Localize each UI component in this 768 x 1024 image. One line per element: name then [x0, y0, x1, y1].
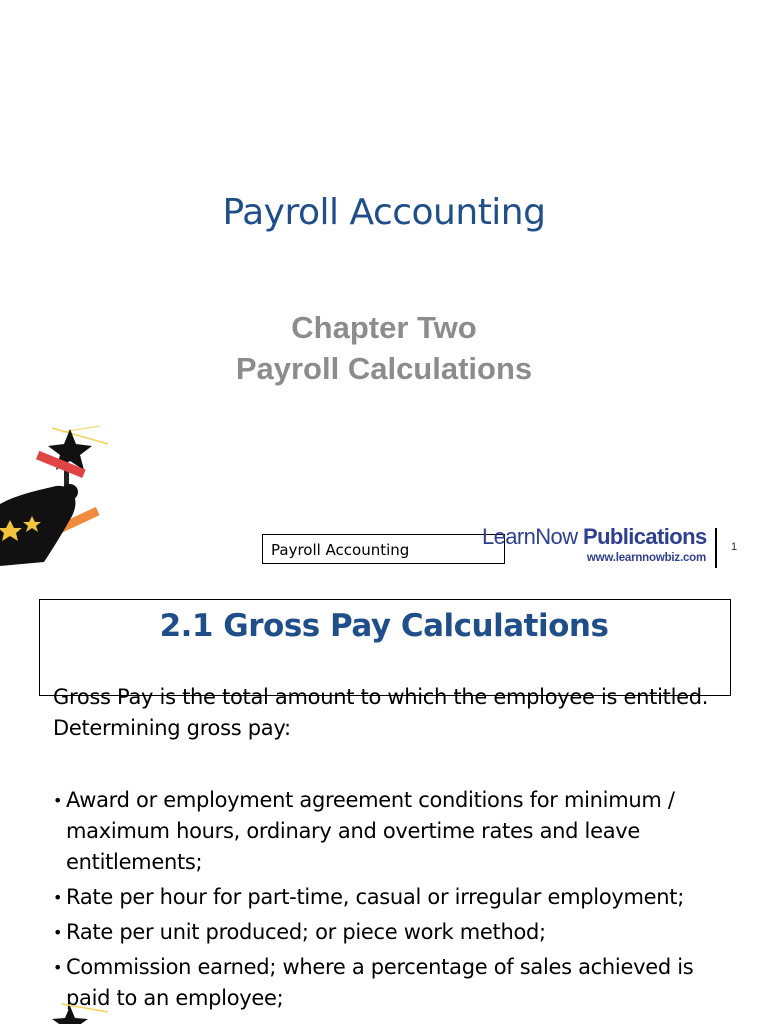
bullet-list	[53, 785, 743, 1018]
presentation-title: Payroll Accounting	[222, 192, 546, 233]
bullet-icon: •	[53, 958, 63, 977]
intro-line-1: Gross Pay is the total amount to which the employee is entitled.	[53, 685, 709, 709]
list-item: • Rate per unit produced; or piece work method;	[53, 917, 743, 948]
content-slide	[0, 580, 768, 1024]
list-item: • Rate per hour for part-time, casual or irregular employment;	[53, 882, 743, 913]
logo-divider	[715, 528, 717, 568]
learnnow-publications-logo	[482, 524, 718, 568]
section-title: 2.1 Gross Pay Calculations	[159, 608, 609, 644]
page-number: 1	[731, 541, 738, 553]
logo-url: www.learnnowbiz.com	[586, 552, 706, 564]
bullet-icon: •	[53, 923, 63, 942]
intro-line-2: Determining gross pay:	[53, 716, 291, 740]
wizard-star-icon	[52, 998, 112, 1024]
bullet-icon: •	[53, 791, 63, 810]
footer-label: Payroll Accounting	[262, 534, 505, 564]
logo-learnnow: LearnNow	[482, 524, 578, 549]
list-item: • Commission earned; where a percentage of sales achieved is paid to an employee;	[53, 952, 743, 1014]
wizard-clipart-icon	[0, 424, 115, 574]
list-item: • Award or employment agreement conditions for minimum / maximum hours, ordinary and overtime rates and leave entitlements;	[53, 785, 743, 878]
intro-text	[53, 682, 743, 744]
logo-publications: Publications	[583, 524, 707, 549]
bullet-icon: •	[53, 888, 63, 907]
chapter-label: Chapter Two	[291, 310, 477, 345]
chapter-title: Payroll Calculations	[235, 351, 533, 386]
